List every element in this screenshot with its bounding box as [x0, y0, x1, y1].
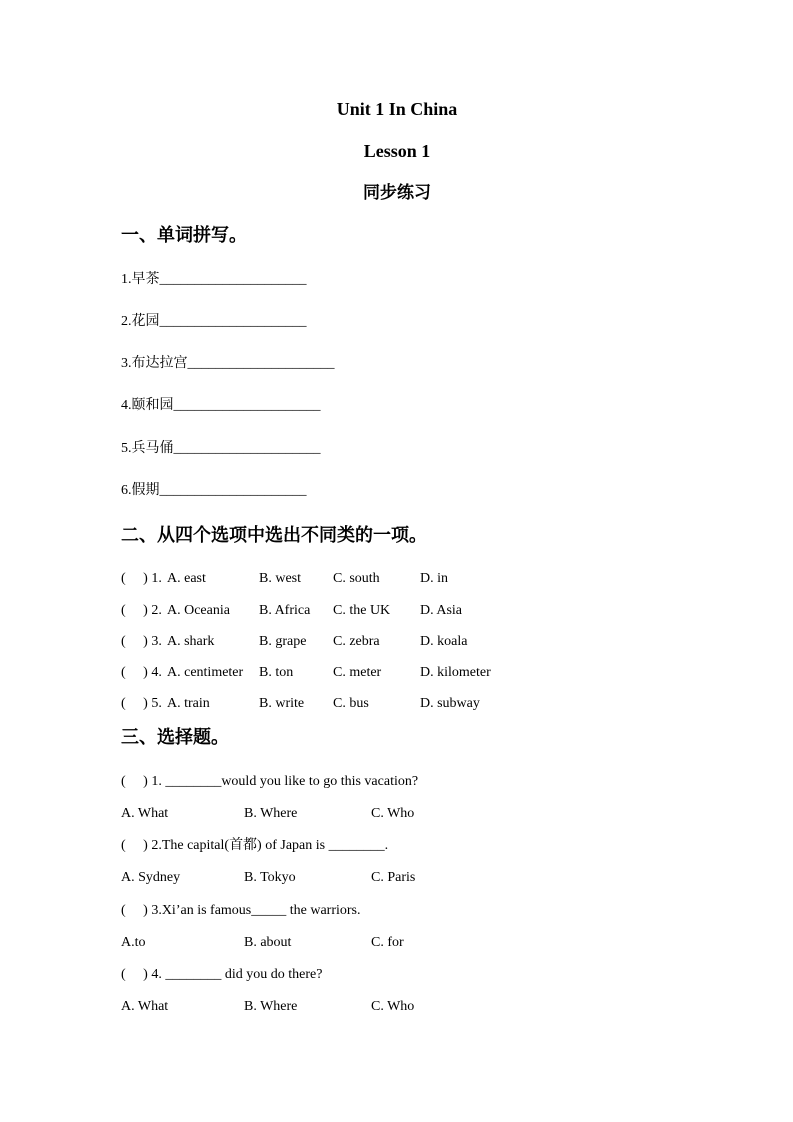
choice-option-b: B. Africa — [259, 602, 311, 618]
mc-question-2: ( ) 2.The capital(首都) of Japan is ________. — [121, 838, 389, 854]
choice-option-c: C. meter — [333, 664, 382, 680]
choice-option-b: B. write — [259, 696, 305, 712]
choice-option-c: C. the UK — [333, 602, 391, 618]
section-word-spelling — [121, 224, 673, 500]
answer-option-b: B. about — [244, 934, 292, 950]
choice-option-d: D. Asia — [420, 602, 462, 618]
choice-option-d: D. in — [420, 571, 448, 587]
choice-option-a: A. east — [167, 571, 206, 587]
spelling-item-6: 6.假期_____________________ — [121, 482, 307, 498]
odd-one-out-row-3 — [121, 633, 673, 651]
section-multiple-choice — [121, 726, 673, 1016]
choice-option-a: A. centimeter — [167, 664, 244, 680]
mc-answers-3 — [121, 934, 673, 952]
mc-answers-4 — [121, 998, 673, 1016]
choice-option-d: D. subway — [420, 696, 480, 712]
choice-option-c: C. south — [333, 571, 380, 587]
answer-option-b: B. Tokyo — [244, 870, 296, 886]
answer-option-b: B. Where — [244, 806, 298, 822]
lesson-title: Lesson 1 — [363, 140, 431, 161]
answer-option-b: B. Where — [244, 999, 298, 1015]
answer-option-c: C. Paris — [371, 870, 416, 886]
choice-prefix: ( ) 4. — [121, 664, 162, 680]
section3-heading: 三、选择题。 — [121, 727, 229, 748]
spelling-item-5: 5.兵马俑_____________________ — [121, 440, 321, 456]
choice-option-b: B. grape — [259, 633, 307, 649]
choice-option-d: D. kilometer — [420, 664, 491, 680]
answer-option-c: C. Who — [371, 806, 415, 822]
odd-one-out-row-4 — [121, 664, 673, 682]
spelling-item-2: 2.花园_____________________ — [121, 313, 307, 329]
choice-option-a: A. shark — [167, 633, 215, 649]
answer-option-a: A. What — [121, 806, 169, 822]
unit-title: Unit 1 In China — [336, 99, 458, 119]
choice-option-a: A. train — [167, 696, 210, 712]
answer-option-a: A. What — [121, 999, 169, 1015]
section-odd-one-out — [121, 524, 673, 713]
choice-option-a: A. Oceania — [167, 602, 230, 618]
answer-option-c: C. Who — [371, 999, 415, 1015]
choice-option-b: B. ton — [259, 664, 294, 680]
choice-prefix: ( ) 1. — [121, 571, 162, 587]
section1-heading: 一、单词拼写。 — [121, 225, 247, 246]
spelling-item-1: 1.早茶_____________________ — [121, 271, 307, 287]
odd-one-out-row-1 — [121, 570, 673, 588]
choice-option-c: C. bus — [333, 696, 369, 712]
choice-option-c: C. zebra — [333, 633, 380, 649]
answer-option-c: C. for — [371, 934, 404, 950]
choice-prefix: ( ) 5. — [121, 696, 162, 712]
section2-heading: 二、从四个选项中选出不同类的一项。 — [121, 524, 427, 545]
choice-prefix: ( ) 3. — [121, 633, 162, 649]
spelling-item-3: 3.布达拉宫_____________________ — [121, 356, 335, 372]
odd-one-out-row-2 — [121, 602, 673, 620]
mc-question-1: ( ) 1. ________would you like to go this vacation? — [121, 773, 419, 789]
odd-one-out-row-5 — [121, 695, 673, 713]
answer-option-a: A. Sydney — [121, 870, 181, 886]
choice-option-b: B. west — [259, 571, 301, 587]
worksheet-subtitle: 同步练习 — [363, 182, 431, 202]
mc-answers-1 — [121, 805, 673, 823]
mc-question-4: ( ) 4. ________ did you do there? — [121, 966, 323, 982]
mc-question-3: ( ) 3.Xi’an is famous_____ the warriors. — [121, 902, 361, 918]
spelling-item-4: 4.颐和园_____________________ — [121, 398, 321, 414]
choice-prefix: ( ) 2. — [121, 602, 162, 618]
answer-option-a: A.to — [121, 934, 146, 950]
choice-option-d: D. koala — [420, 633, 468, 649]
mc-answers-2 — [121, 869, 673, 887]
